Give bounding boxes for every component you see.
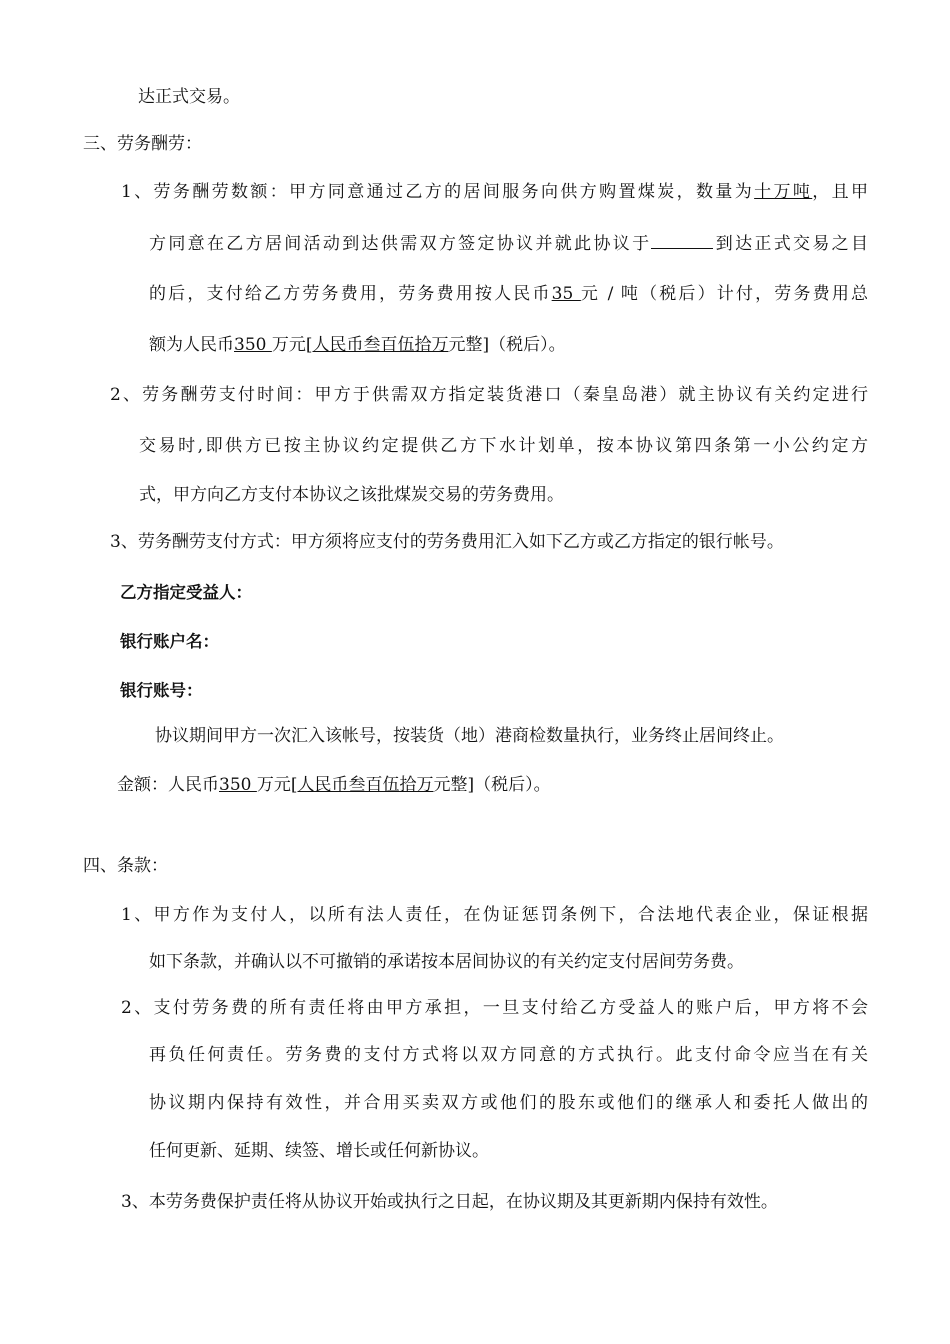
- sec3-heading: 三、劳务酬劳：: [83, 134, 202, 154]
- sec4-item2-line1: 2、支付劳务费的所有责任将由甲方承担，一旦支付给乙方受益人的账户后，甲方将不会: [121, 998, 868, 1018]
- amount-value: 350: [219, 775, 257, 795]
- sec4-item2-line3: 协议期内保持有效性，并合用买卖双方或他们的股东或他们的继承人和委托人做出的: [149, 1093, 868, 1113]
- sec3-item1-line4: 额为人民币350 万元[人民币叁百伍拾万元整]（税后）。: [149, 335, 566, 355]
- unit-price-value: 35: [551, 284, 581, 304]
- sec3-item1-line2: 方同意在乙方居间活动到达供需双方签定协议并就此协议于 到达正式交易之目: [149, 234, 869, 254]
- beneficiary-label: 乙方指定受益人：: [120, 583, 252, 602]
- sec4-item2-line4: 任何更新、延期、续签、增长或任何新协议。: [149, 1141, 489, 1161]
- sec3-item2-line2: 交易时,即供方已按主协议约定提供乙方下水计划单，按本协议第四条第一小公约定方: [139, 436, 868, 456]
- amount-line: 金额：人民币350 万元[人民币叁百伍拾万元整]（税后）。: [117, 775, 551, 795]
- sec4-heading: 四、条款：: [83, 856, 168, 876]
- sec3-item2-line3: 式，甲方向乙方支付本协议之该批煤炭交易的劳务费用。: [139, 485, 564, 505]
- sec4-item1-line1: 1、甲方作为支付人，以所有法人责任，在伪证惩罚条例下，合法地代表企业，保证根据: [121, 905, 868, 925]
- sec2-tail: 达正式交易。: [138, 87, 240, 107]
- amount-words: 人民币叁百伍拾万: [297, 775, 434, 795]
- sec3-item1-line3: 的后，支付给乙方劳务费用，劳务费用按人民币35 元 / 吨（税后）计付，劳务费用总: [149, 284, 868, 304]
- total-amount-words: 人民币叁百伍拾万: [312, 335, 449, 355]
- date-blank: [651, 232, 713, 249]
- account-name-label: 银行账户名：: [120, 632, 219, 651]
- sec4-item2-line2: 再负任何责任。劳务费的支付方式将以双方同意的方式执行。此支付命令应当在有关: [149, 1045, 868, 1065]
- total-amount-value: 350: [234, 335, 272, 355]
- sec4-item3-line1: 3、本劳务费保护责任将从协议开始或执行之日起，在协议期及其更新期内保持有效性。: [121, 1192, 778, 1212]
- period-note: 协议期间甲方一次汇入该帐号，按装货（地）港商检数量执行，业务终止居间终止。: [155, 726, 784, 746]
- sec4-item1-line2: 如下条款，并确认以不可撤销的承诺按本居间协议的有关约定支付居间劳务费。: [149, 952, 744, 972]
- sec3-item1-line1: 1、劳务酬劳数额：甲方同意通过乙方的居间服务向供方购置煤炭，数量为十万吨，且甲: [121, 182, 868, 202]
- account-number-label: 银行账号：: [120, 681, 203, 700]
- sec3-item3-line1: 3、劳务酬劳支付方式：甲方须将应支付的劳务费用汇入如下乙方或乙方指定的银行帐号。: [110, 532, 784, 552]
- quantity-value: 十万吨: [754, 182, 813, 202]
- sec3-item2-line1: 2、劳务酬劳支付时间：甲方于供需双方指定装货港口（秦皇岛港）就主协议有关约定进行: [110, 385, 868, 405]
